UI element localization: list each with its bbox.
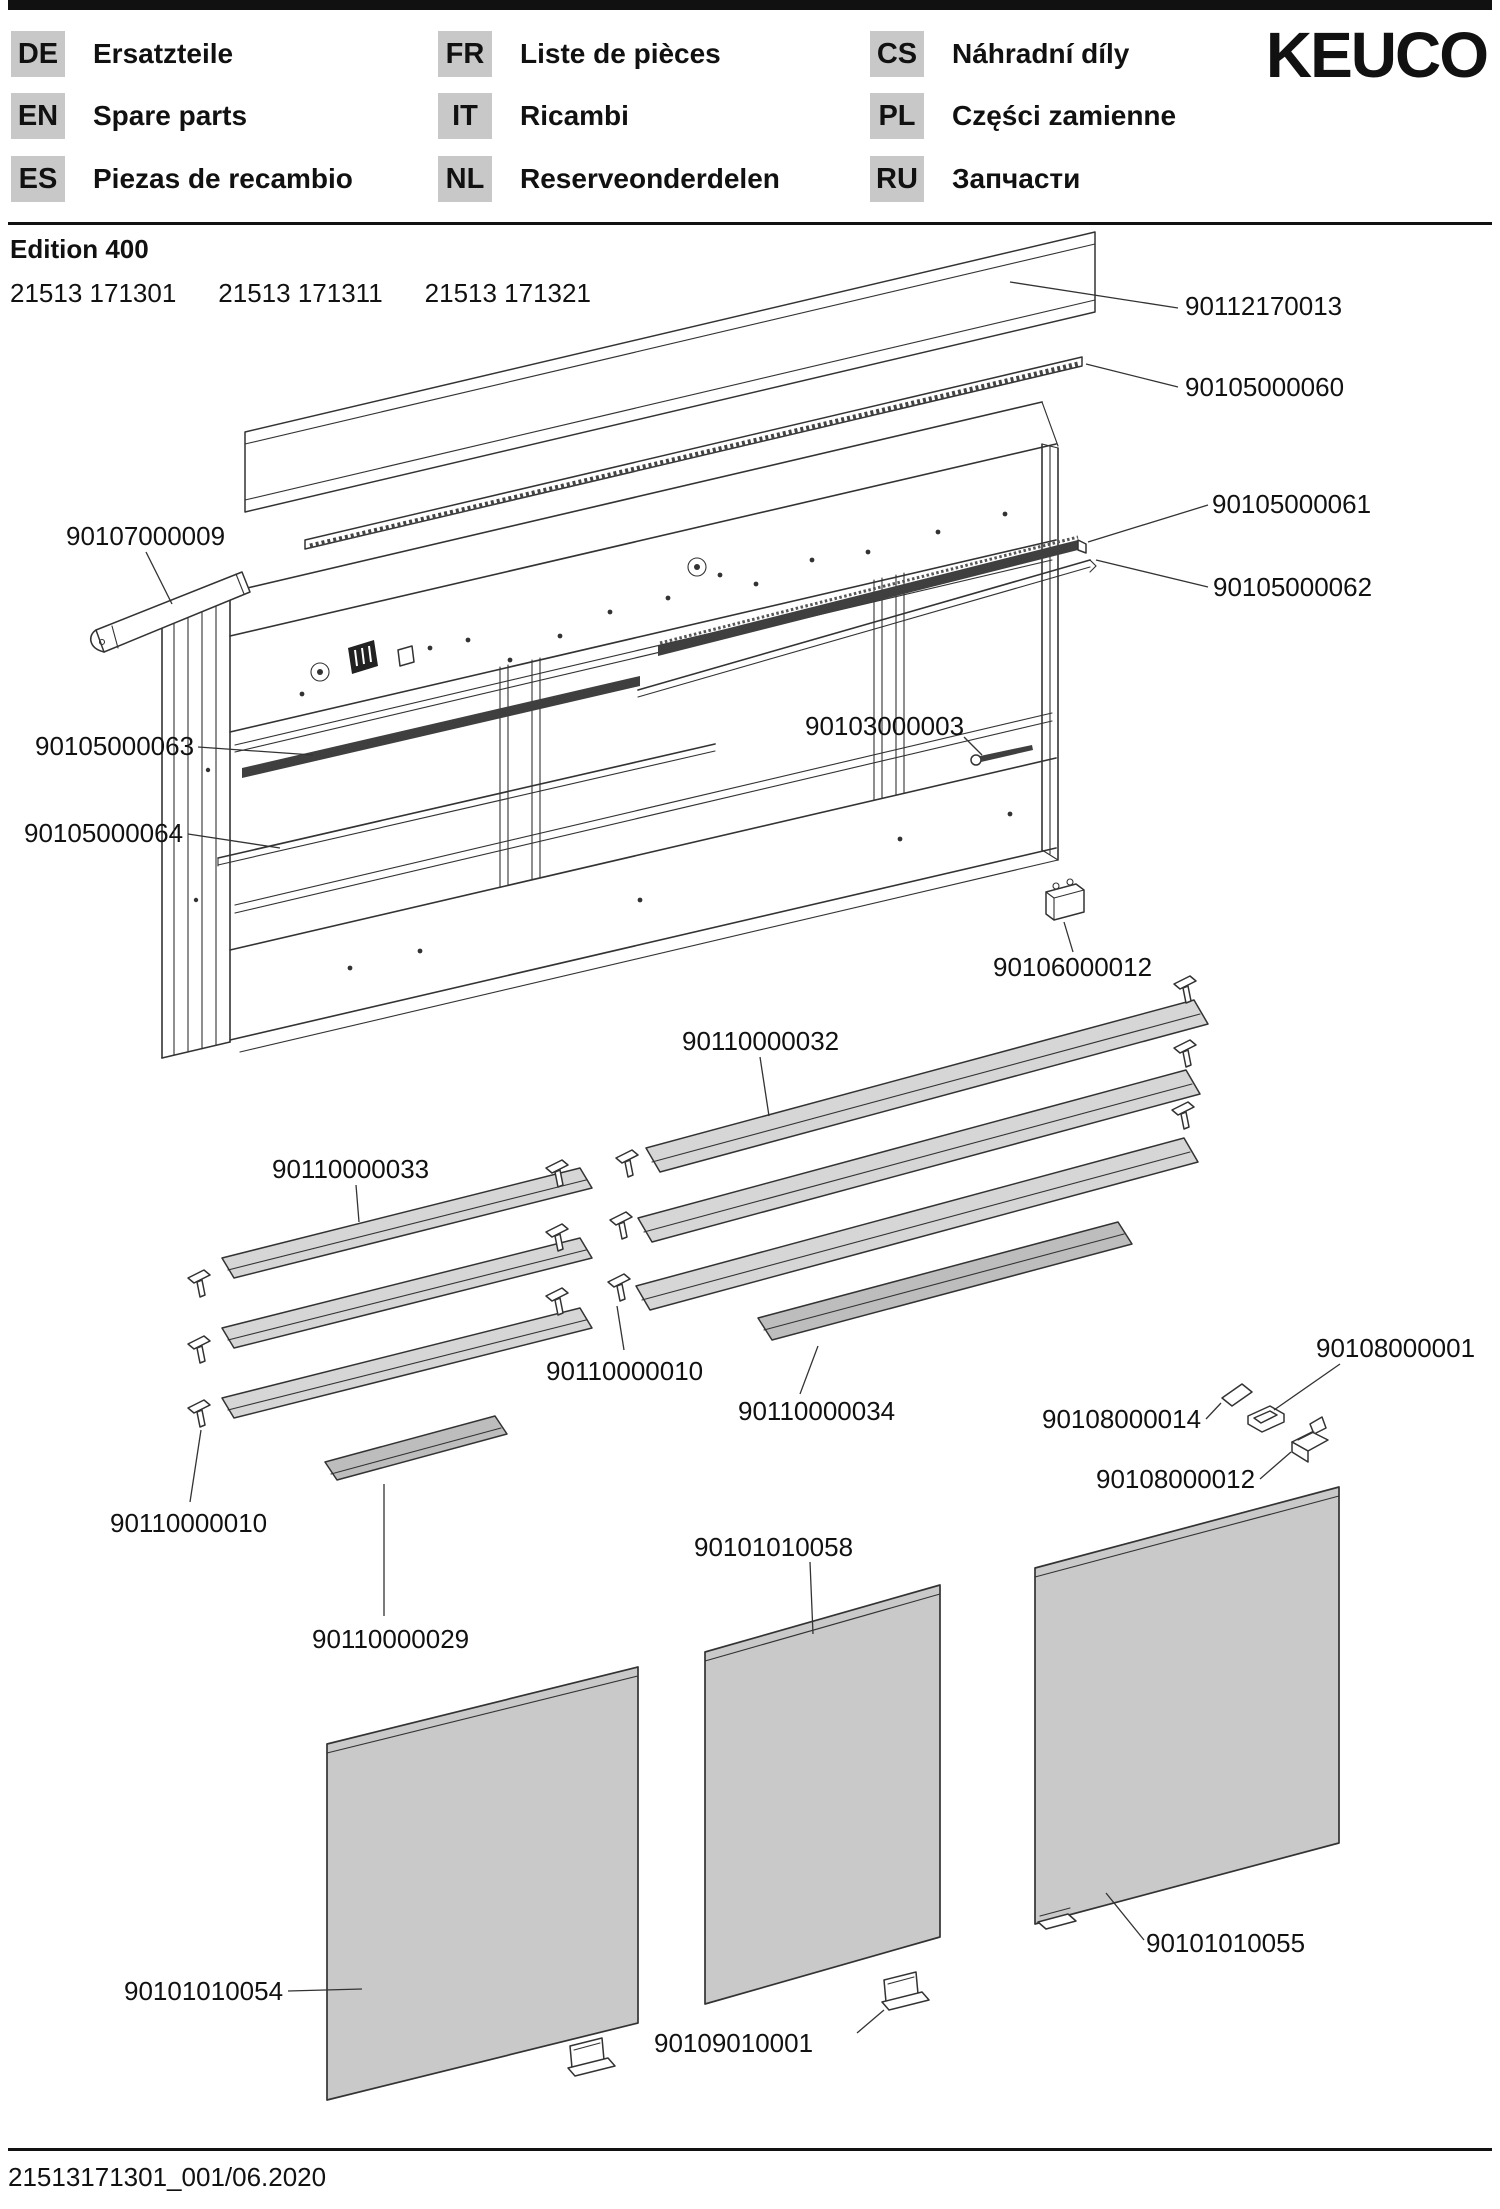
- keuco-logo: KEUCO: [1265, 19, 1487, 91]
- part-label-hinge-plate: 90108000014: [1042, 1404, 1202, 1434]
- part-cover-profile: [245, 232, 1345, 512]
- part-mirror-door-right: [1035, 1487, 1339, 1958]
- part-label-hinge-bracket: 90108000001: [1316, 1333, 1476, 1363]
- part-label-cover-strip-left: 90105000064: [24, 818, 184, 848]
- part-screw: [805, 711, 1033, 765]
- part-label-light-profile-left: 90107000009: [66, 521, 226, 551]
- lang-term-pl: Części zamienne: [952, 100, 1177, 131]
- connector-block-icon: [348, 640, 414, 674]
- lang-code-es: ES: [11, 156, 65, 202]
- variant-number: 21513 171311: [218, 278, 383, 308]
- lang-term-es: Piezas de recambio: [93, 163, 353, 194]
- lang-code-it: IT: [438, 93, 492, 139]
- part-transformer: [993, 879, 1152, 982]
- part-label-door-bracket: 90109010001: [654, 2028, 814, 2058]
- lang-term-ru: Запчасти: [952, 163, 1081, 194]
- part-label-mirror-door-middle: 90101010058: [694, 1532, 854, 1562]
- part-label-transformer: 90106000012: [993, 952, 1153, 982]
- part-label-light-strip-right: 90105000061: [1212, 489, 1372, 519]
- part-label-cover-strip-right: 90105000062: [1213, 572, 1373, 602]
- lang-code-ru: RU: [870, 156, 924, 202]
- lang-term-fr: Liste de pièces: [520, 38, 721, 69]
- document-reference: 21513171301_001/06.2020: [8, 2162, 327, 2192]
- part-label-light-strip-top: 90105000060: [1185, 372, 1345, 402]
- lang-code-en: EN: [11, 93, 65, 139]
- part-light-strip-left: [35, 676, 640, 778]
- part-label-shelf-clip-left: 90110000010: [110, 1508, 268, 1538]
- lang-term-cs: Náhradní díly: [952, 38, 1130, 69]
- part-light-profile-left: [66, 521, 250, 652]
- part-mirror-door-left: [124, 1667, 638, 2100]
- lang-term-en: Spare parts: [93, 100, 248, 131]
- part-label-shelf-clip-right: 90110000010: [546, 1356, 704, 1386]
- part-door-bracket: [654, 1972, 929, 2058]
- part-cover-strip-left: [24, 744, 715, 866]
- lang-code-fr: FR: [438, 31, 492, 77]
- lang-code-de: DE: [11, 31, 65, 77]
- part-label-hinge-clip: 90108000012: [1096, 1464, 1256, 1494]
- lang-code-nl: NL: [438, 156, 492, 202]
- variant-number: 21513 171301: [10, 278, 177, 308]
- part-label-shelf-dark-left: 90110000029: [312, 1624, 470, 1654]
- screw-hole-dots: [300, 512, 1013, 971]
- lang-term-de: Ersatzteile: [93, 38, 234, 69]
- part-label-screw: 90103000003: [805, 711, 965, 741]
- part-mirror-door-middle: [694, 1532, 940, 2004]
- lang-code-cs: CS: [870, 31, 924, 77]
- part-label-shelf-dark-right: 90110000034: [738, 1396, 896, 1426]
- part-label-cover-profile: 90112170013: [1185, 291, 1343, 321]
- footer-divider: [8, 2148, 1492, 2151]
- part-glass-shelf-right: [636, 1000, 1208, 1310]
- part-hinge-plate: [1042, 1384, 1252, 1434]
- part-label-mirror-door-left: 90101010054: [124, 1976, 284, 2006]
- part-shelf-dark-left: [312, 1416, 507, 1654]
- part-hinge-bracket: [1248, 1333, 1475, 1432]
- part-glass-shelf-left: [222, 1154, 592, 1418]
- part-label-glass-shelf-left: 90110000033: [272, 1154, 430, 1184]
- lang-term-it: Ricambi: [520, 100, 629, 131]
- page-title: Edition 400: [10, 234, 149, 264]
- part-label-glass-shelf-right: 90110000032: [682, 1026, 840, 1056]
- part-label-mirror-door-right: 90101010055: [1146, 1928, 1306, 1958]
- variant-number: 21513 171321: [424, 278, 591, 308]
- lang-code-pl: PL: [870, 93, 924, 139]
- lang-term-nl: Reserveonderdelen: [520, 163, 780, 194]
- part-label-light-strip-left: 90105000063: [35, 731, 195, 761]
